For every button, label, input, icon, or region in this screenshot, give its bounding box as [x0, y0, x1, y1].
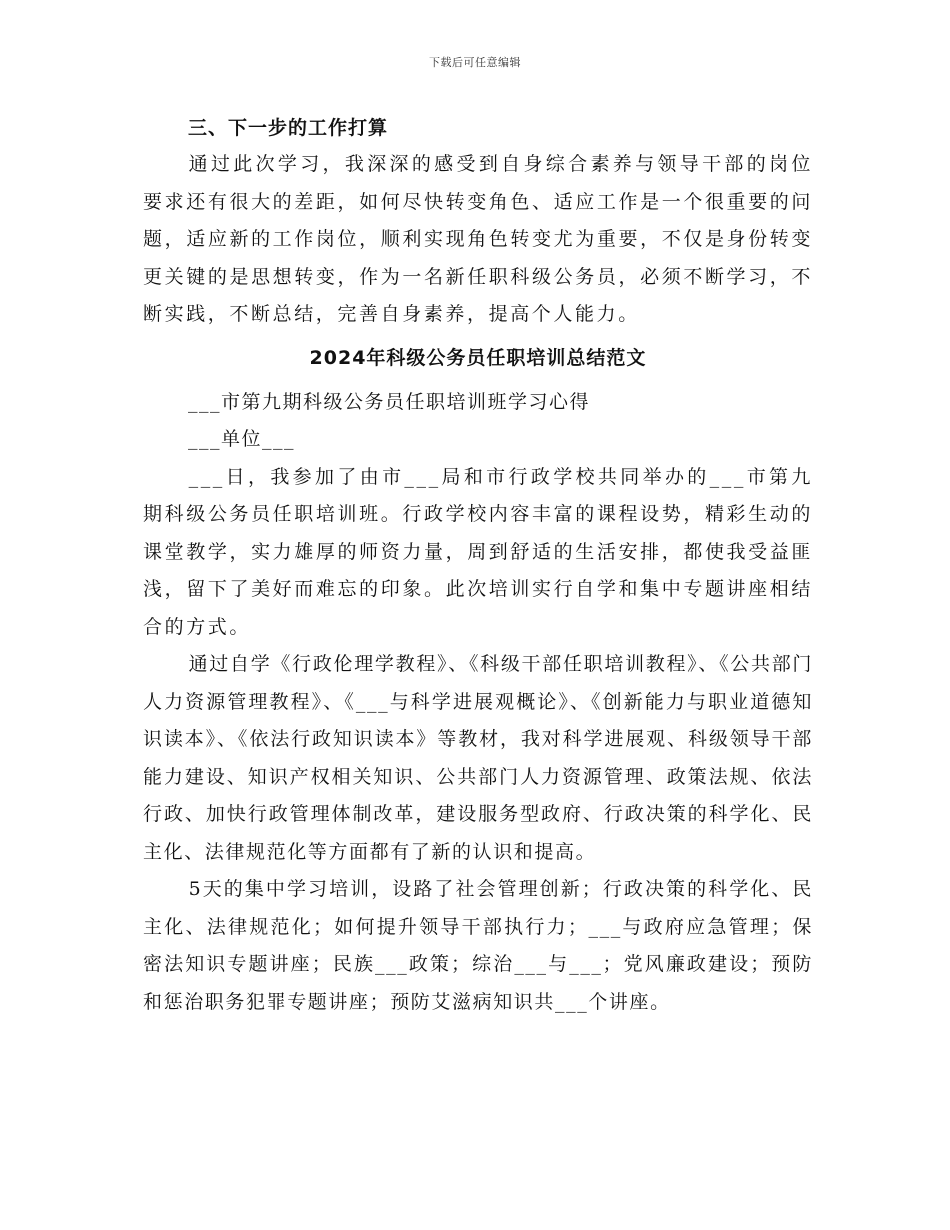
section-paragraph: 通过此次学习，我深深的感受到自身综合素养与领导干部的岗位要求还有很大的差距，如何尽快转变角色、适应工作是一个很重要的问题，适应新的工作岗位，顺利实现角色转变尤为重要，不仅是身份转变更关键的是思想转变，作为一名新任职科级公务员，必须不断学习，不断实践，不断总结，完善自身素养，提高个人能力。	[143, 153, 813, 325]
header-note: 下载后可任意编辑	[429, 56, 521, 69]
article-paragraph-2: 通过自学《行政伦理学教程》、《科级干部任职培训教程》、《公共部门人力资源管理教程》、《___与科学进展观概论》、《创新能力与职业道德知识读本》、《依法行政知识读本》等教材，我对科学进展观、科级领导干部能力建设、知识产权相关知识、公共部门人力资源管理、政策法规、依法行政、加快行政管理体制改革，建设服务型政府、行政决策的科学化、民主化、法律规范化等方面都有了新的认识和提高。	[143, 653, 813, 863]
article-title: 2024年科级公务员任职培训总结范文	[309, 346, 647, 369]
section-heading: 三、下一步的工作打算	[188, 117, 389, 139]
document-content	[143, 110, 813, 1021]
article-paragraph-1: ___日，我参加了由市___局和市行政学校共同举办的___市第九期科级公务员任职培训班。行政学校内容丰富的课程设势，精彩生动的课堂教学，实力雄厚的师资力量，周到舒适的生活安排，都使我受益匪浅，留下了美好而难忘的印象。此次培训实行自学和集中专题讲座相结合的方式。	[143, 465, 813, 638]
article-unit: ___单位___	[188, 428, 296, 450]
article-paragraph-3: 5天的集中学习培训，设路了社会管理创新；行政决策的科学化、民主化、法律规范化；如何提升领导干部执行力；___与政府应急管理；保密法知识专题讲座；民族___政策；综治___与___；党风廉政建设；预防和惩治职务犯罪专题讲座；预防艾滋病知识共___个讲座。	[143, 878, 813, 1013]
article-subtitle: ___市第九期科级公务员任职培训班学习心得	[188, 390, 591, 413]
